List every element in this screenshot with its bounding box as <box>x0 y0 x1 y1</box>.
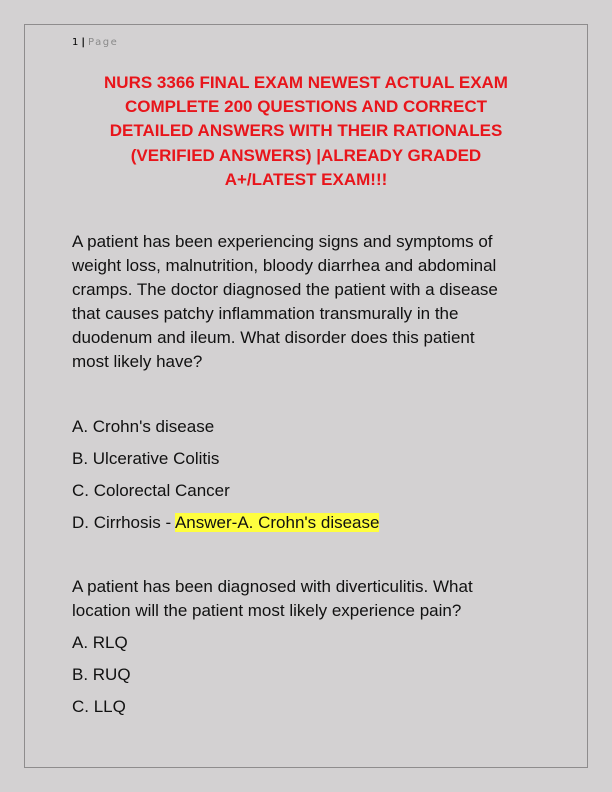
question-line: duodenum and ileum. What disorder does this patient <box>72 328 475 347</box>
question-line: most likely have? <box>72 352 203 371</box>
option-a: A. Crohn's disease <box>72 417 215 436</box>
document-title <box>72 71 540 192</box>
question-line: A patient has been experiencing signs and symptoms of <box>72 232 493 251</box>
option-d: D. Cirrhosis - <box>72 513 175 532</box>
question-line: weight loss, malnutrition, bloody diarrhea and abdominal <box>72 256 497 275</box>
option-b: B. Ulcerative Colitis <box>72 449 220 468</box>
page-number: 1 <box>72 37 79 48</box>
header-separator: | <box>81 37 86 48</box>
question-1-options <box>72 411 379 539</box>
title-line: COMPLETE 200 QUESTIONS AND CORRECT <box>124 97 488 117</box>
option-b: B. RUQ <box>72 665 131 684</box>
question-2-text <box>72 575 473 623</box>
title-line: A+/LATEST EXAM!!! <box>224 169 388 189</box>
answer-highlight: Answer-A. Crohn's disease <box>174 513 380 532</box>
page-label: Page <box>88 37 119 48</box>
question-line: A patient has been diagnosed with diverticulitis. What <box>72 577 473 596</box>
question-1-text <box>72 230 542 374</box>
question-line: location will the patient most likely experience pain? <box>72 601 462 620</box>
question-line: that causes patchy inflammation transmurally in the <box>72 304 459 323</box>
question-2-options <box>72 627 131 723</box>
option-a: A. RLQ <box>72 633 128 652</box>
option-d-with-answer <box>72 507 379 539</box>
question-line: cramps. The doctor diagnosed the patient with a disease <box>72 280 498 299</box>
title-line: NURS 3366 FINAL EXAM NEWEST ACTUAL EXAM <box>104 73 508 92</box>
page-header <box>72 36 118 50</box>
option-c: C. LLQ <box>72 697 126 716</box>
title-line: (VERIFIED ANSWERS) |ALREADY GRADED <box>130 145 482 165</box>
title-line: DETAILED ANSWERS WITH THEIR RATIONALES <box>109 121 503 141</box>
option-c: C. Colorectal Cancer <box>72 481 230 500</box>
